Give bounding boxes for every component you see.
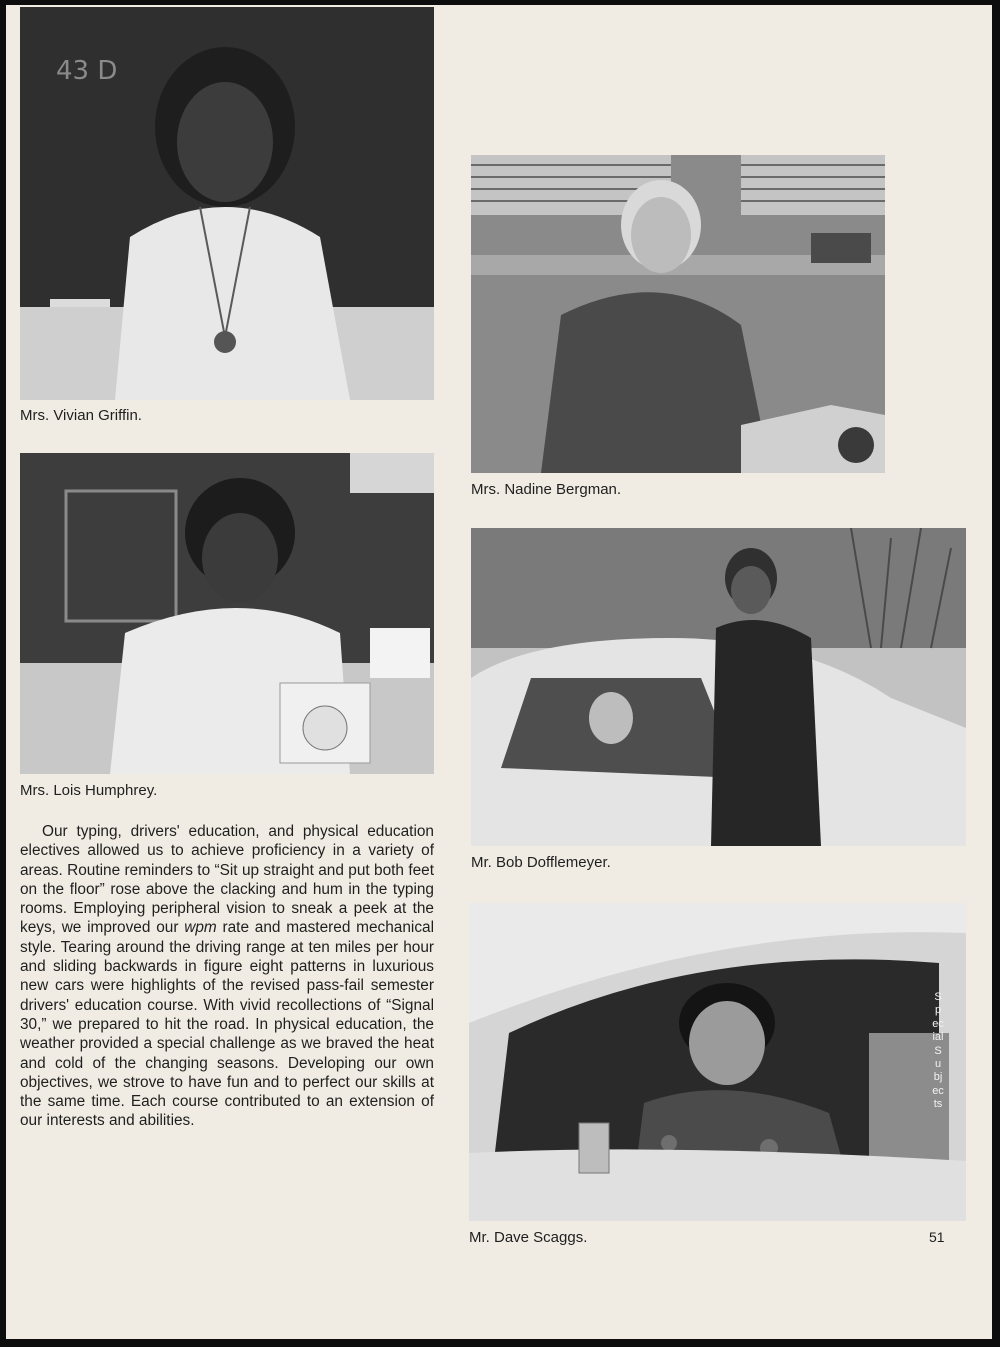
article-paragraph: [20, 822, 434, 1131]
bergman-photo-art: [471, 155, 885, 473]
photo-lois-humphrey: [20, 453, 434, 774]
section-label-special-subjects: Special Subjects: [932, 991, 944, 1111]
article-text-emphasis: wpm: [184, 919, 217, 937]
caption-bob-dofflemeyer: Mr. Bob Dofflemeyer.: [471, 854, 611, 871]
griffin-photo-art: [20, 7, 434, 400]
photo-vivian-griffin: [20, 7, 434, 400]
photo-dave-scaggs: [469, 903, 966, 1221]
caption-vivian-griffin: Mrs. Vivian Griffin.: [20, 407, 142, 424]
photo-bob-dofflemeyer: [471, 528, 966, 846]
caption-lois-humphrey: Mrs. Lois Humphrey.: [20, 782, 158, 799]
scaggs-photo-art: [469, 903, 966, 1221]
photo-nadine-bergman: [471, 155, 885, 473]
dofflemeyer-photo-art: [471, 528, 966, 846]
article-text-part-2: rate and mastered mechanical style. Tearing around the driving range at ten miles per hour and sliding backwards in figure eight patterns in luxurious new cars were highlights of the revised pass-fail semester drivers' education course. With vivid recollections of “Signal 30,” we prepared to hit the road. In physical education, the weather provided a special challenge as we braved the heat and cold of the changing seasons. Developing our own objectives, we strove to have fun and to perfect our skills at the same time. Each course contributed to an extension of our interests and abilities.: [20, 919, 434, 1130]
chalk-writing: 43 D: [56, 56, 118, 86]
article-body: [20, 822, 434, 1131]
caption-nadine-bergman: Mrs. Nadine Bergman.: [471, 481, 622, 498]
yearbook-page: [6, 5, 992, 1339]
humphrey-photo-art: [20, 453, 434, 774]
caption-dave-scaggs: Mr. Dave Scaggs.: [469, 1229, 588, 1246]
page-number: 51: [929, 1229, 945, 1245]
article-text-part-1: Our typing, drivers' education, and physical education electives allowed us to achieve proficiency in a variety of areas. Routine reminders to “Sit up straight and put both feet on the floor” rose above the clacking and hum in the typing rooms. Employing peripheral vision to sneak a peek at the keys, we improved our: [20, 823, 434, 937]
